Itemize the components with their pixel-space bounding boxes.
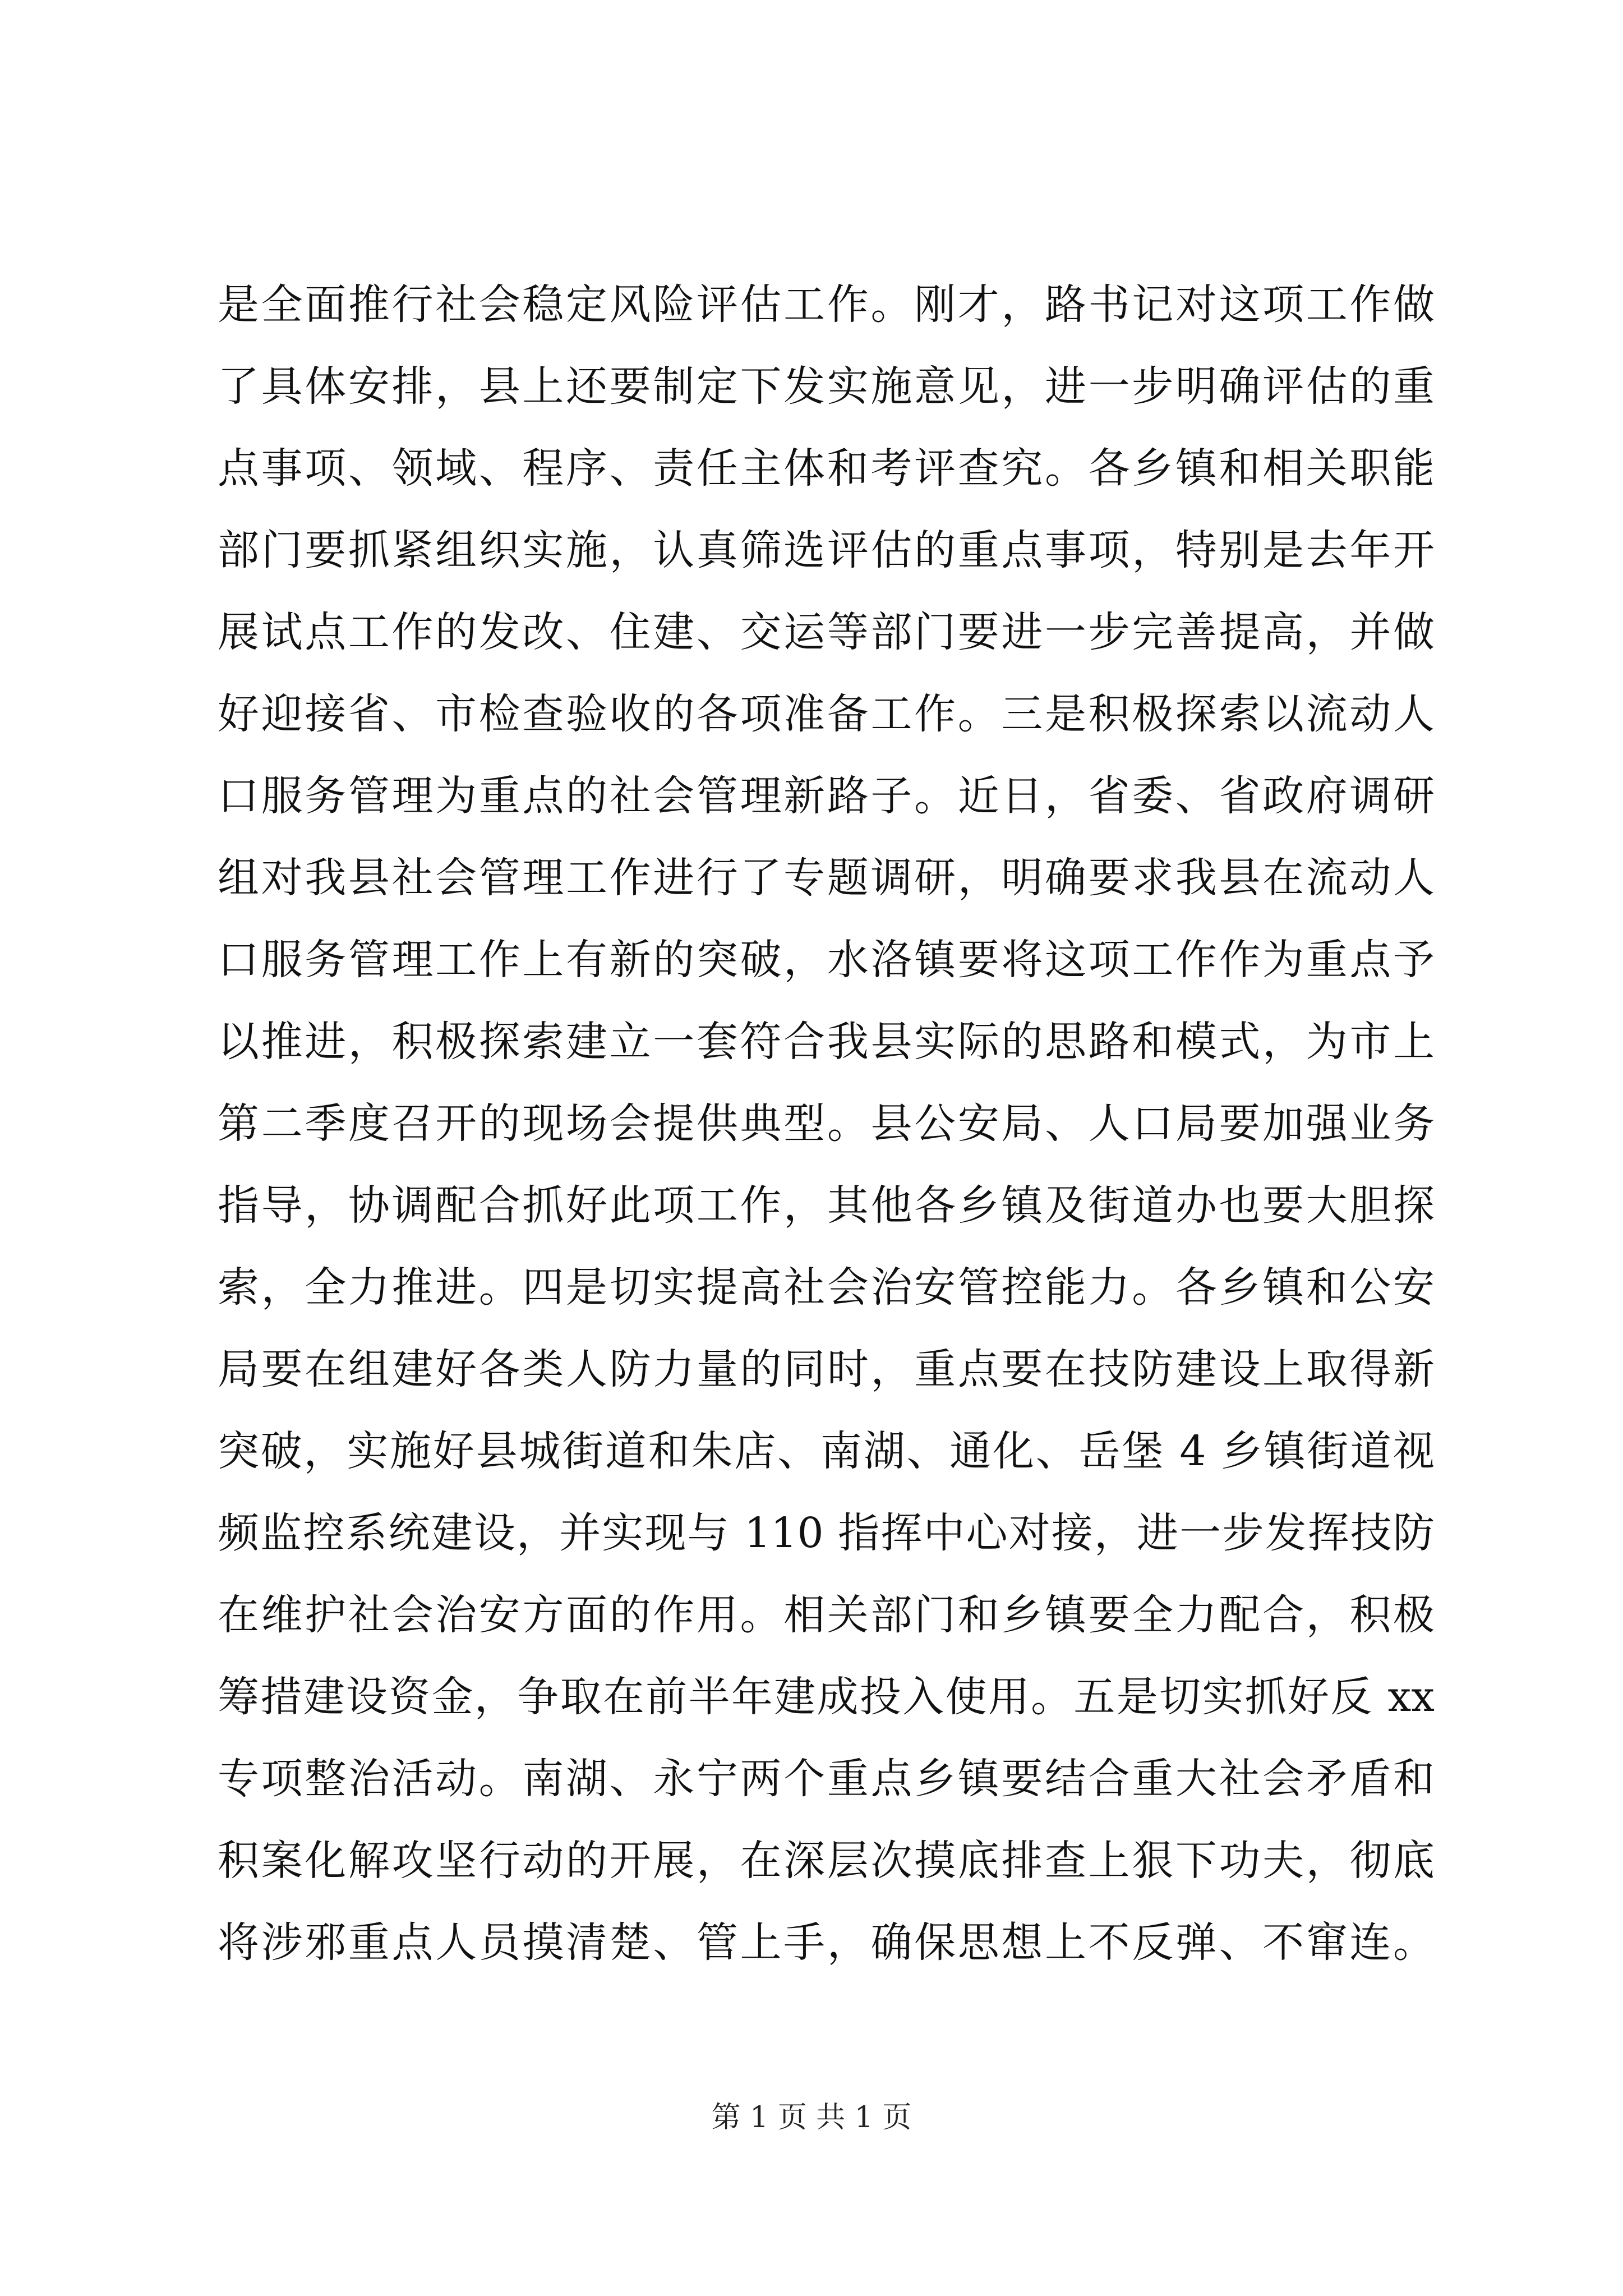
- text-line: 突破，实施好县城街道和朱店、南湖、通化、岳堡 4 乡镇街道视: [218, 1427, 1435, 1475]
- page-footer: 第 1 页 共 1 页: [711, 2101, 912, 2134]
- text-line: 局要在组建好各类人防力量的同时，重点要在技防建设上取得新: [218, 1345, 1435, 1393]
- text-line: 将涉邪重点人员摸清楚、管上手，确保思想上不反弹、不窜连。: [218, 1918, 1435, 1967]
- text-line: 展试点工作的发改、住建、交运等部门要进一步完善提高，并做: [218, 608, 1435, 656]
- text-line: 以推进，积极探索建立一套符合我县实际的思路和模式，为市上: [218, 1018, 1435, 1066]
- text-line: 部门要抓紧组织实施，认真筛选评估的重点事项，特别是去年开: [218, 526, 1435, 574]
- text-line: 组对我县社会管理工作进行了专题调研，明确要求我县在流动人: [218, 854, 1435, 902]
- text-line: 筹措建设资金，争取在前半年建成投入使用。五是切实抓好反 xx: [218, 1673, 1435, 1721]
- text-line: 口服务管理为重点的社会管理新路子。近日，省委、省政府调研: [218, 772, 1435, 820]
- text-line: 索，全力推进。四是切实提高社会治安管控能力。各乡镇和公安: [218, 1263, 1435, 1312]
- text-line: 专项整治活动。南湖、永宁两个重点乡镇要结合重大社会矛盾和: [218, 1755, 1435, 1803]
- text-line: 积案化解攻坚行动的开展，在深层次摸底排查上狠下功夫，彻底: [218, 1837, 1435, 1885]
- text-line: 好迎接省、市检查验收的各项准备工作。三是积极探索以流动人: [218, 690, 1435, 738]
- body-text: [218, 264, 1435, 1984]
- text-line: 在维护社会治安方面的作用。相关部门和乡镇要全力配合，积极: [218, 1591, 1435, 1639]
- text-line: 是全面推行社会稳定风险评估工作。刚才，路书记对这项工作做: [218, 280, 1435, 329]
- text-line: 第二季度召开的现场会提供典型。县公安局、人口局要加强业务: [218, 1099, 1435, 1148]
- text-line: 点事项、领域、程序、责任主体和考评查究。各乡镇和相关职能: [218, 444, 1435, 493]
- text-line: 口服务管理工作上有新的突破，水洛镇要将这项工作作为重点予: [218, 936, 1435, 984]
- text-line: 了具体安排，县上还要制定下发实施意见，进一步明确评估的重: [218, 362, 1435, 411]
- text-line: 指导，协调配合抓好此项工作，其他各乡镇及街道办也要大胆探: [218, 1181, 1435, 1230]
- text-line: 频监控系统建设，并实现与 110 指挥中心对接，进一步发挥技防: [218, 1509, 1435, 1557]
